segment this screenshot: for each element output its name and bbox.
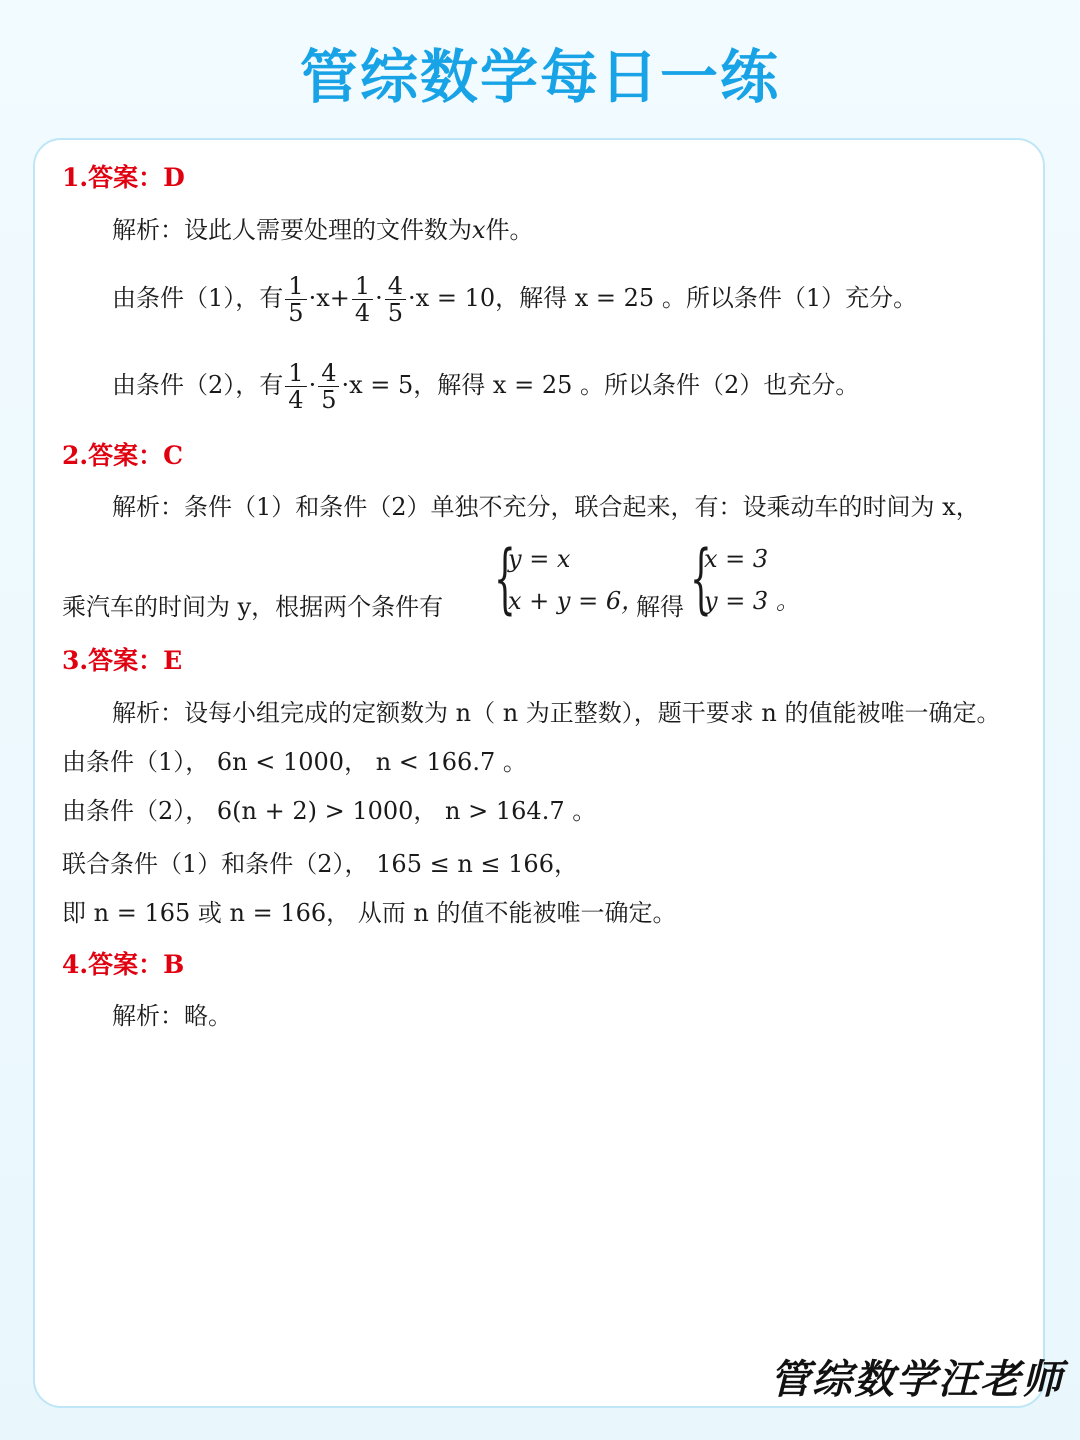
q3-conclusion: 即 n = 165 或 n = 166， 从而 n 的值不能被唯一确定。: [62, 899, 677, 927]
q4-answer: 4.答案：B: [62, 950, 185, 979]
q3-condition2: 由条件（2）， 6(n + 2) > 1000， n > 164.7 。: [62, 797, 597, 825]
fraction: $\frac{4}{5}$: [385, 273, 406, 326]
equation-system-2: { x = 3 y = 3 。: [690, 533, 800, 622]
brace-icon: {: [494, 533, 516, 622]
q1-condition1: 由条件（1），有 $\frac{1}{5}$ ·x+ $\frac{1}{4}$ · $\frac{4}{5}$ ·x = 10，解得 x = 25 。所以条件（1）充分。: [112, 272, 918, 327]
q2-solve-label: 解得: [636, 593, 684, 621]
fraction: $\frac{4}{5}$: [318, 360, 339, 413]
brace-icon: {: [690, 533, 712, 622]
q3-analysis: 解析：设每小组完成的定额数为 n（ n 为正整数），题干要求 n 的值能被唯一确定。: [112, 699, 1001, 727]
q2-analysis: 解析：条件（1）和条件（2）单独不充分，联合起来，有：设乘动车的时间为 x，: [112, 493, 980, 521]
equation-system-1: { y = x x + y = 6，: [494, 533, 646, 622]
q3-combined: 联合条件（1）和条件（2）， 165 ≤ n ≤ 166，: [62, 850, 578, 878]
signature: 管综数学汪老师: [770, 1356, 1064, 1403]
q4-analysis: 解析：略。: [112, 1002, 232, 1030]
fraction: $\frac{1}{4}$: [352, 273, 373, 326]
q1-answer: 1.答案：D: [62, 163, 185, 192]
q3-condition1: 由条件（1）， 6n < 1000， n < 166.7 。: [62, 748, 527, 776]
page-title: 管综数学每日一练: [299, 43, 780, 111]
q1-analysis: 解析：设此人需要处理的文件数为x件。: [112, 216, 534, 244]
fraction: $\frac{1}{4}$: [285, 360, 306, 413]
q2-answer: 2.答案：C: [62, 441, 183, 470]
fraction: $\frac{1}{5}$: [285, 273, 306, 326]
q3-answer: 3.答案：E: [62, 646, 183, 675]
q2-line2: 乘汽车的时间为 y，根据两个条件有: [62, 593, 444, 621]
q1-condition2: 由条件（2），有 $\frac{1}{4}$ · $\frac{4}{5}$ ·x = 5，解得 x = 25 。所以条件（2）也充分。: [112, 359, 860, 414]
